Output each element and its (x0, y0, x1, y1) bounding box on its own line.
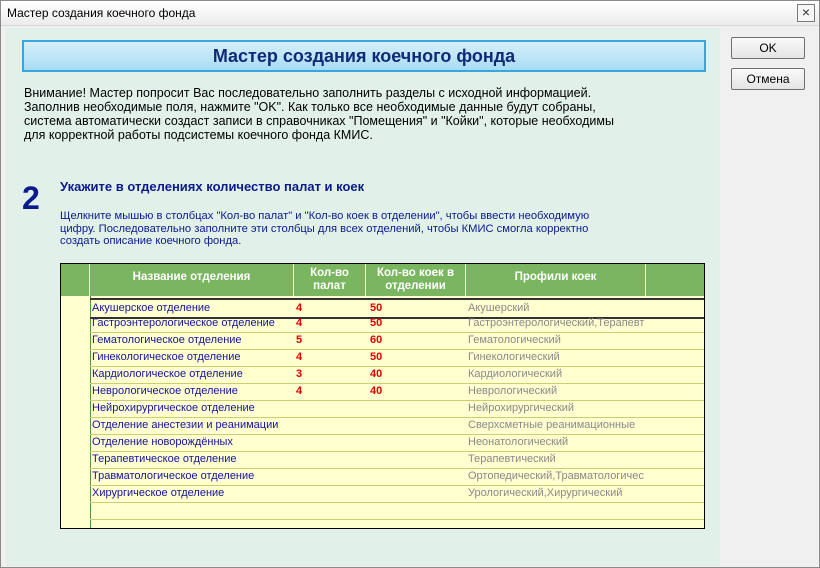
bed-profile-cell[interactable]: Сверхсметные реанимационные (468, 419, 636, 431)
department-name-cell[interactable]: Отделение анестезии и реанимации (92, 419, 279, 431)
intro-text (24, 86, 714, 142)
department-name-cell[interactable]: Кардиологическое отделение (92, 368, 243, 380)
table-row[interactable] (90, 349, 704, 367)
beds-count-cell[interactable]: 40 (370, 368, 383, 380)
row-indicator-column (61, 296, 91, 528)
wards-count-cell[interactable]: 5 (296, 334, 303, 346)
departments-grid (60, 263, 705, 529)
department-name-cell[interactable]: Травматологическое отделение (92, 470, 255, 482)
step-desc-line: создать описание коечного фонда. (60, 235, 242, 247)
department-name-cell[interactable]: Отделение новорождённых (92, 436, 233, 448)
ok-button[interactable]: OK (731, 37, 805, 59)
table-row[interactable] (90, 400, 704, 418)
bed-profile-cell[interactable]: Гастроэнтерологический,Терапевт (468, 317, 644, 329)
beds-count-cell[interactable]: 40 (370, 385, 383, 397)
beds-count-cell[interactable]: 50 (370, 302, 383, 314)
wards-count-cell[interactable]: 4 (296, 302, 303, 314)
bed-profile-cell[interactable]: Гинекологический (468, 351, 560, 363)
intro-line: для корректной работы подсистемы коечного фонда КМИС. (24, 128, 373, 142)
beds-count-cell[interactable]: 50 (370, 351, 383, 363)
beds-count-cell[interactable] (370, 400, 450, 417)
column-header-beds-line2: отделении (385, 280, 446, 292)
bed-profile-cell[interactable]: Акушерский (468, 302, 530, 314)
beds-count-cell[interactable]: 60 (370, 334, 383, 346)
bed-profile-cell[interactable]: Кардиологический (468, 368, 563, 380)
table-row[interactable] (90, 451, 704, 469)
window-title: Мастер создания коечного фонда (7, 6, 196, 20)
wards-count-cell[interactable]: 4 (296, 351, 303, 363)
bed-profile-cell[interactable]: Неонатологический (468, 436, 569, 448)
table-row[interactable] (90, 332, 704, 350)
column-header-profiles[interactable]: Профили коек (466, 264, 646, 296)
column-header-spacer (646, 264, 704, 296)
wards-count-cell[interactable]: 3 (296, 368, 303, 380)
beds-count-cell[interactable] (370, 468, 450, 485)
column-header-wards-line1: Кол-во (310, 267, 349, 279)
department-name-cell[interactable]: Гастроэнтерологическое отделение (92, 317, 275, 329)
bed-profile-cell[interactable]: Ортопедический,Травматологичес (468, 470, 644, 482)
wards-count-cell[interactable]: 4 (296, 317, 303, 329)
column-header-name[interactable]: Название отделения (90, 264, 294, 296)
bed-profile-cell[interactable]: Неврологический (468, 385, 558, 397)
bed-profile-cell[interactable]: Нейрохирургический (468, 402, 575, 414)
bed-profile-cell[interactable]: Терапевтический (468, 453, 556, 465)
step-number: 2 (22, 180, 40, 216)
title-bar (1, 1, 819, 26)
beds-count-cell[interactable] (370, 434, 450, 451)
department-name-cell[interactable]: Акушерское отделение (92, 302, 211, 314)
intro-line: система автоматически создаст записи в справочниках "Помещения" и "Койки", которые необходимы (24, 114, 614, 128)
wards-count-cell[interactable] (296, 400, 356, 417)
wards-count-cell[interactable] (296, 417, 356, 434)
page-title: Мастер создания коечного фонда (22, 40, 706, 72)
table-row[interactable] (90, 502, 704, 520)
department-name-cell[interactable]: Гематологическое отделение (92, 334, 242, 346)
table-row[interactable] (90, 383, 704, 401)
step-desc-line: цифру. Последовательно заполните эти столбцы для всех отделений, чтобы КМИС смогла корректно (60, 222, 589, 235)
department-name-cell[interactable]: Гинекологическое отделение (92, 351, 241, 363)
beds-count-cell[interactable] (370, 485, 450, 502)
bed-profile-cell[interactable] (468, 502, 644, 519)
department-name-cell[interactable]: Терапевтическое отделение (92, 453, 237, 465)
beds-count-cell[interactable] (370, 417, 450, 434)
column-header-wards-line2: палат (313, 280, 346, 292)
cancel-button[interactable]: Отмена (731, 68, 805, 90)
wards-count-cell[interactable] (296, 502, 356, 519)
beds-count-cell[interactable] (370, 451, 450, 468)
table-row[interactable] (90, 485, 704, 503)
wards-count-cell[interactable] (296, 451, 356, 468)
intro-line: Заполнив необходимые поля, нажмите "OK". Как только все необходимые данные будут собраны, (24, 100, 596, 114)
table-row[interactable] (90, 366, 704, 384)
department-name-cell[interactable] (92, 502, 292, 519)
department-name-cell[interactable]: Нейрохирургическое отделение (92, 402, 255, 414)
step-desc-line: Щелкните мышью в столбцах "Кол-во палат" и "Кол-во коек в отделении", чтобы ввести необходимую (60, 210, 590, 222)
beds-count-cell[interactable] (370, 502, 450, 519)
table-row[interactable] (90, 434, 704, 452)
column-header-beds[interactable] (366, 264, 466, 296)
wards-count-cell[interactable] (296, 434, 356, 451)
step-description (60, 210, 700, 248)
column-header-beds-line1: Кол-во коек в (376, 267, 455, 279)
beds-count-cell[interactable]: 50 (370, 317, 383, 329)
bed-profile-cell[interactable]: Гематологический (468, 334, 561, 346)
wards-count-cell[interactable]: 4 (296, 385, 303, 397)
close-icon: × (801, 4, 811, 20)
wards-count-cell[interactable] (296, 468, 356, 485)
button-pane (720, 28, 818, 566)
department-name-cell[interactable]: Хирургическое отделение (92, 487, 225, 499)
intro-line: Внимание! Мастер попросит Вас последовательно заполнить разделы с исходной информацией. (24, 86, 592, 100)
wards-count-cell[interactable] (296, 485, 356, 502)
close-button[interactable] (797, 4, 815, 22)
department-name-cell[interactable]: Неврологическое отделение (92, 385, 238, 397)
header-indicator-column (61, 264, 90, 296)
table-row[interactable] (90, 417, 704, 435)
step-title: Укажите в отделениях количество палат и коек (60, 179, 365, 194)
column-header-wards[interactable] (294, 264, 366, 296)
bed-profile-cell[interactable]: Урологический,Хирургический (468, 487, 623, 499)
table-row[interactable] (90, 315, 704, 333)
table-row[interactable] (90, 468, 704, 486)
grid-header (61, 264, 704, 296)
